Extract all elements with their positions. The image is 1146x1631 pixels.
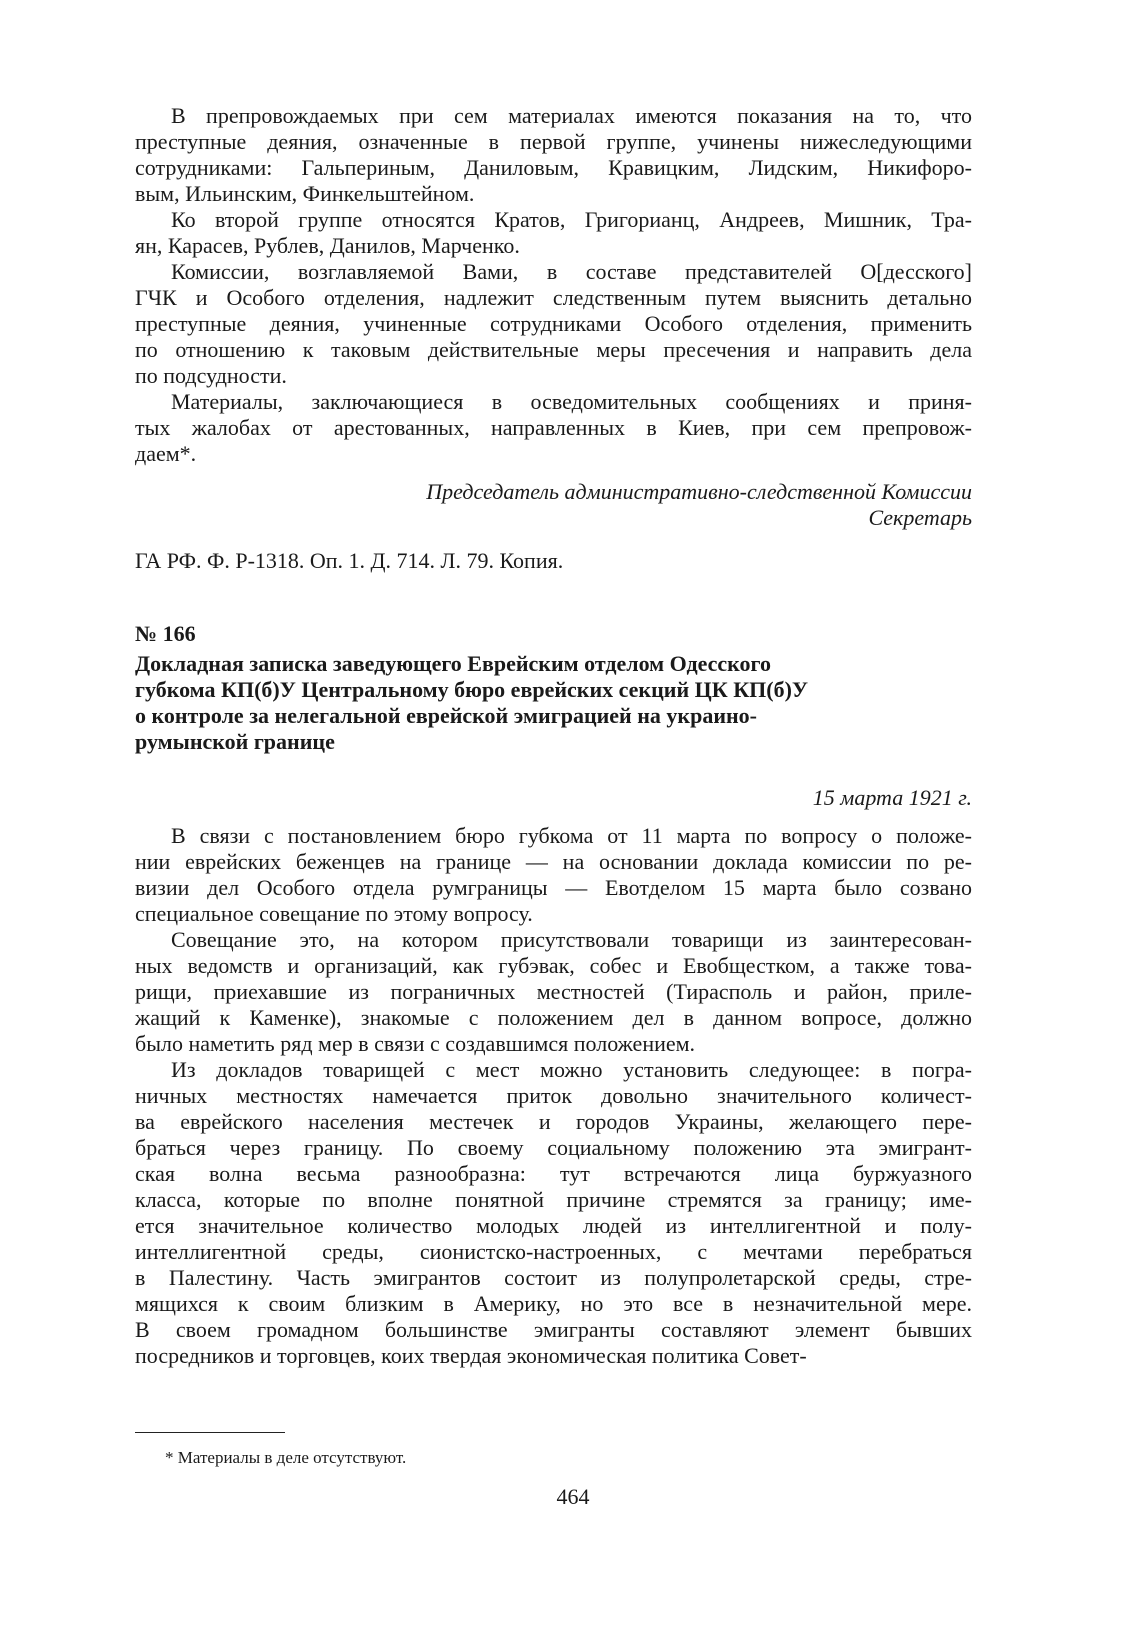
text-line: Ко второй группе относятся Кратов, Григорианц, Андреев, Мишник, Тра- [171,207,972,232]
signature-secretary: Секретарь [868,505,972,530]
text-line: Из докладов товарищей с мест можно установить следующее: в погра- [171,1057,972,1082]
page-number: 464 [556,1484,590,1509]
footnote: * Материалы в деле отсутствуют. [165,1448,407,1467]
paragraph [135,103,972,207]
text-line: Материалы, заключающиеся в осведомительных сообщениях и приня- [171,389,972,414]
text-line: преступные деяния, означенные в первой группе, учинены нижеследующими [135,129,972,154]
signature-chairman: Председатель административно-следственной Комиссии [426,479,972,504]
document-date: 15 марта 1921 г. [812,785,972,810]
title-line: губкома КП(б)У Центральному бюро еврейских секций ЦК КП(б)У [135,677,809,702]
text-line: ян, Карасев, Рублев, Данилов, Марченко. [135,233,520,258]
text-line: визии дел Особого отдела румграницы — Евотделом 15 марта было созвано [135,875,972,900]
paragraph [135,259,972,389]
text-line: было наметить ряд мер в связи с создавшимся положением. [135,1031,696,1056]
text-line: мящихся к своим близким в Америку, но это все в незначительной мере. [135,1291,972,1316]
document-number: № 166 [135,621,196,646]
text-line: по отношению к таковым действительные меры пресечения и направить дела [135,337,972,362]
text-line: класса, которые по вполне понятной причине стремятся за границу; име- [135,1187,972,1212]
text-line: специальное совещание по этому вопросу. [135,901,533,926]
text-line: ных ведомств и организаций, как губэвак, собес и Евобщестком, а также това- [135,953,972,978]
text-line: вым, Ильинским, Финкельштейном. [135,181,475,206]
text-line: в Палестину. Часть эмигрантов состоит из полупролетарской среды, стре- [135,1265,972,1290]
text-line: В своем громадном большинстве эмигранты составляют элемент бывших [135,1317,972,1342]
text-line: ва еврейского населения местечек и городов Украины, желающего пере- [135,1109,972,1134]
text-line: преступные деяния, учиненные сотрудниками Особого отделения, применить [135,311,972,336]
signature-block [135,479,972,531]
paragraph [135,823,972,927]
text-line: ГЧК и Особого отделения, надлежит следственным путем выяснить детально [135,285,972,310]
text-line: Комиссии, возглавляемой Вами, в составе представителей О[десского] [171,259,972,284]
text-line: рищи, приехавшие из пограничных местностей (Тирасполь и район, приле- [135,979,972,1004]
text-line: ская волна весьма разнообразна: тут встречаются лица буржуазного [135,1161,972,1186]
text-line: В связи с постановлением бюро губкома от 11 марта по вопросу о положе- [171,823,972,848]
paragraph [135,1057,972,1369]
paragraph [135,207,972,259]
title-line: о контроле за нелегальной еврейской эмиграцией на украино- [135,703,757,728]
text-line: тых жалобах от арестованных, направленных в Киев, при сем препровож- [135,415,972,440]
paragraph [135,927,972,1057]
document-title [135,651,972,755]
text-line: сотрудниками: Гальпериным, Даниловым, Кравицким, Лидским, Никифоро- [135,155,972,180]
title-line: Докладная записка заведующего Еврейским отделом Одесского [135,651,771,676]
text-line: нии еврейских беженцев на границе — на основании доклада комиссии по ре- [135,849,972,874]
paragraph [135,389,972,467]
archive-reference: ГА РФ. Ф. Р-1318. Оп. 1. Д. 714. Л. 79. Копия. [135,548,564,573]
text-line: браться через границу. По своему социальному положению эта эмигрант- [135,1135,972,1160]
text-line: Совещание это, на котором присутствовали товарищи из заинтересован- [171,927,972,952]
body-paragraphs [135,823,972,1369]
text-line: посредников и торговцев, коих твердая экономическая политика Совет- [135,1343,807,1368]
title-line: румынской границе [135,729,335,754]
footnote-divider [135,1432,285,1433]
text-line: интеллигентной среды, сионистско-настроенных, с мечтами перебраться [135,1239,972,1264]
top-paragraphs [135,103,972,467]
text-line: ничных местностях намечается приток довольно значительного количест- [135,1083,972,1108]
text-line: ется значительное количество молодых людей из интеллигентной и полу- [135,1213,972,1238]
text-line: даем*. [135,441,197,466]
text-line: жащий к Каменке), знакомые с положением дел в данном вопросе, должно [135,1005,972,1030]
text-line: В препровождаемых при сем материалах имеются показания на то, что [171,103,972,128]
text-line: по подсудности. [135,363,287,388]
